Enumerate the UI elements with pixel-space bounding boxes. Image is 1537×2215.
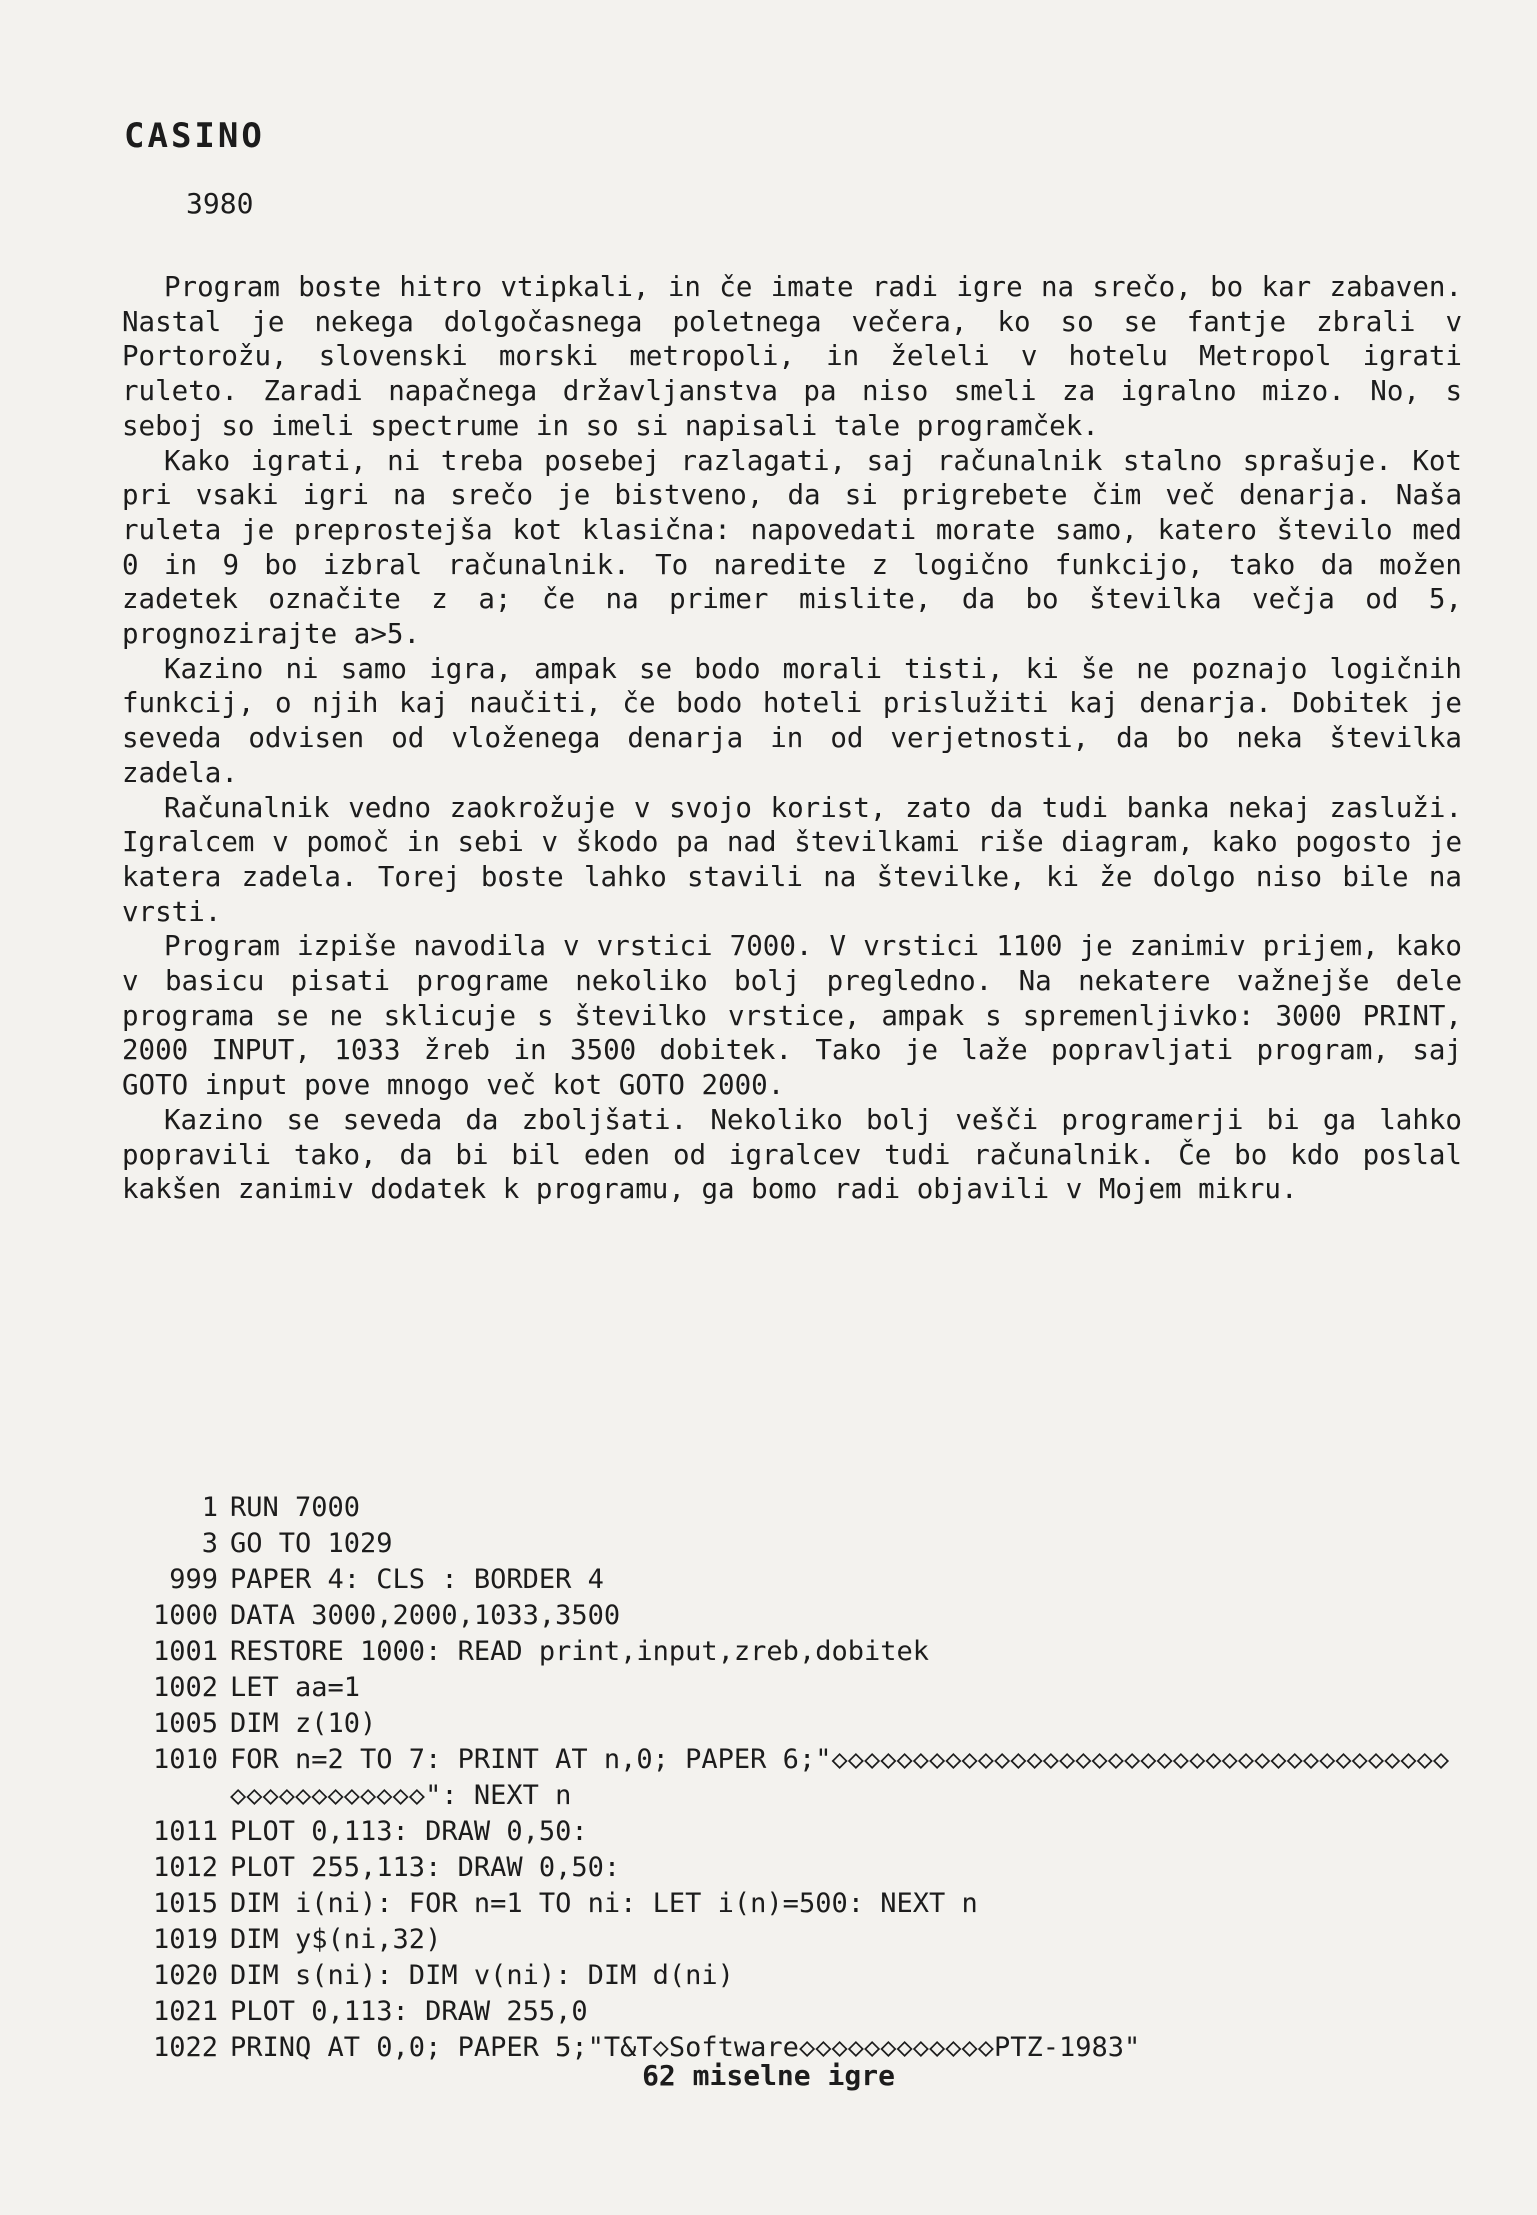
line-number: 1015: [152, 1888, 218, 1919]
code-text: RUN 7000: [230, 1492, 361, 1523]
paragraph: Kako igrati, ni treba posebej razlagati, saj računalnik stalno sprašuje. Kot pri vsaki igri na srečo je bistveno, da si prigrebete čim več denarja. Naša ruleta je preprostejša kot klasična: napovedati morate samo, katero število med 0 in 9 bo izbral računalnik. To naredite z logično funkcijo, tako da možen zadetek označite z a; če na primer mislite, da bo številka večja od 5, prognozirajte a>5.: [122, 444, 1462, 651]
program-listing: [122, 1490, 1462, 2066]
code-text: DIM z(10): [230, 1708, 377, 1739]
line-number: 1002: [152, 1672, 218, 1703]
line-number: 999: [169, 1564, 218, 1595]
line-number: 1011: [152, 1816, 218, 1847]
line-number: 1021: [152, 1996, 218, 2027]
line-number: 1001: [152, 1636, 218, 1667]
code-text: DIM y$(ni,32): [230, 1924, 442, 1955]
code-line: [122, 1958, 1462, 1994]
line-number: 1022: [152, 2032, 218, 2063]
code-line: [122, 1922, 1462, 1958]
code-text: PLOT 0,113: DRAW 255,0: [230, 1996, 588, 2027]
article-title: CASINO: [124, 116, 265, 156]
paragraph: Kazino se seveda da zboljšati. Nekoliko bolj vešči programerji bi ga lahko popravili tako, da bi bil eden od igralcev tudi računalnik. Če bo kdo poslal kakšen zanimiv dodatek k programu, ga bomo radi objavili v Mojem mikru.: [122, 1103, 1462, 1206]
code-text: DATA 3000,2000,1033,3500: [230, 1600, 621, 1631]
code-text: PLOT 0,113: DRAW 0,50:: [230, 1816, 588, 1847]
code-line: [122, 1814, 1462, 1850]
page-footer: 62 miselne igre: [642, 2059, 895, 2092]
line-number: 1020: [152, 1960, 218, 1991]
line-number: 1019: [152, 1924, 218, 1955]
line-number: 1: [201, 1492, 218, 1523]
line-number: 1010: [152, 1744, 218, 1775]
code-text: PRINQ AT 0,0; PAPER 5;"T&T◇Software◇◇◇◇◇◇◇◇◇◇◇◇PTZ-1983": [230, 2032, 1141, 2063]
paragraph: Kazino ni samo igra, ampak se bodo morali tisti, ki še ne poznajo logičnih funkcij, o njih kaj naučiti, če bodo hoteli prislužiti kaj denarja. Dobitek je seveda odvisen od vloženega denarja in od verjetnosti, da bo neka številka zadela.: [122, 652, 1462, 789]
code-text: PLOT 255,113: DRAW 0,50:: [230, 1852, 621, 1883]
code-text: RESTORE 1000: READ print,input,zreb,dobitek: [230, 1636, 929, 1667]
line-number: 1005: [152, 1708, 218, 1739]
paragraph: Računalnik vedno zaokrožuje v svojo korist, zato da tudi banka nekaj zasluži. Igralcem v pomoč in sebi v škodo pa nad številkami riše diagram, kako pogosto je katera zadela. Torej boste lahko stavili na številke, ki že dolgo niso bile na vrsti.: [122, 791, 1462, 928]
code-line: [122, 1526, 1462, 1562]
article-body: [122, 270, 1462, 1207]
code-text: DIM s(ni): DIM v(ni): DIM d(ni): [230, 1960, 734, 1991]
code-text: LET aa=1: [230, 1672, 361, 1703]
code-line: [122, 1742, 1462, 1814]
code-text: FOR n=2 TO 7: PRINT AT n,0; PAPER 6;"◇◇◇◇◇◇◇◇◇◇◇◇◇◇◇◇◇◇◇◇◇◇◇◇◇◇◇◇◇◇◇◇◇◇◇◇◇◇◇◇◇◇◇◇◇◇◇◇◇◇": NEXT n: [230, 1744, 1450, 1811]
code-line: [122, 1562, 1462, 1598]
article-number: 3980: [186, 187, 254, 220]
code-line: [122, 1706, 1462, 1742]
line-number: 1000: [152, 1600, 218, 1631]
code-line: [122, 1850, 1462, 1886]
code-line: [122, 1886, 1462, 1922]
line-number: 1012: [152, 1852, 218, 1883]
code-line: [122, 1598, 1462, 1634]
code-line: [122, 1490, 1462, 1526]
paragraph: Program boste hitro vtipkali, in če imate radi igre na srečo, bo kar zabaven. Nastal je nekega dolgočasnega poletnega večera, ko so se fantje zbrali v Portorožu, slovenski morski metropoli, in želeli v hotelu Metropol igrati ruleto. Zaradi napačnega državljanstva pa niso smeli za igralno mizo. No, s seboj so imeli spectrume in so si napisali tale programček.: [122, 271, 1462, 442]
code-line: [122, 1634, 1462, 1670]
code-text: GO TO 1029: [230, 1528, 393, 1559]
code-line: [122, 1670, 1462, 1706]
paragraph: Program izpiše navodila v vrstici 7000. V vrstici 1100 je zanimiv prijem, kako v basicu pisati programe nekoliko bolj pregledno. Na nekatere važnejše dele programa se ne sklicuje s številko vrstice, ampak s spremenljivko: 3000 PRINT, 2000 INPUT, 1033 žreb in 3500 dobitek. Tako je laže popravljati program, saj GOTO input pove mnogo več kot GOTO 2000.: [122, 930, 1462, 1102]
code-line: [122, 1994, 1462, 2030]
code-text: PAPER 4: CLS : BORDER 4: [230, 1564, 604, 1595]
code-text: DIM i(ni): FOR n=1 TO ni: LET i(n)=500: NEXT n: [230, 1888, 978, 1919]
line-number: 3: [201, 1528, 218, 1559]
